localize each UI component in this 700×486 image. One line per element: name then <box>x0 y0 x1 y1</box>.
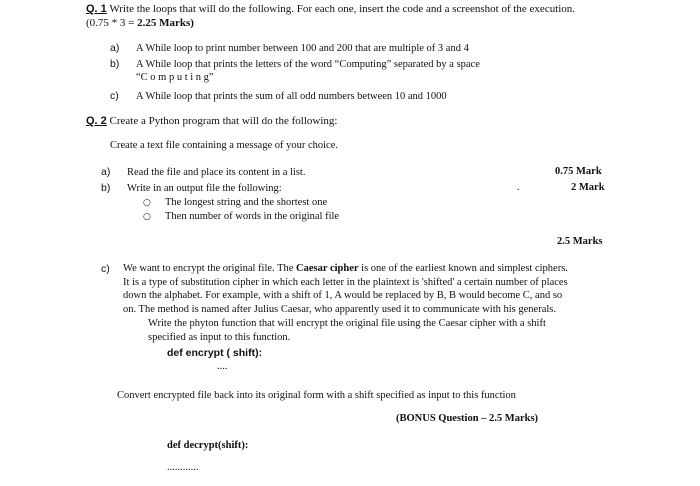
q1-intro: Write the loops that will do the following. For each one, insert the code and a screenshot of the execution. <box>109 3 576 15</box>
bullet-item: ○ The longest string and the shortest one <box>143 197 328 208</box>
q1-item-a: a) A While loop to print number between 100 and 200 that are multiple of 3 and 4 <box>110 42 469 54</box>
q2-item-b-mark: 2 Mark <box>571 182 605 193</box>
convert-instruction: Convert encrypted file back into its original form with a shift specified as input to this function <box>117 390 516 401</box>
q2-item-c-label: c) <box>101 263 110 275</box>
q1-heading <box>86 3 575 15</box>
q2-heading <box>86 115 337 127</box>
q1-item-b: b) A While loop that prints the letters of the word “Computing” separated by a space <box>110 58 480 70</box>
q2-item-c-mark: 2.5 Marks <box>557 236 603 247</box>
def-decrypt: def decrypt(shift): <box>167 440 249 451</box>
q2-item-a: a) Read the file and place its content in a list. <box>101 166 306 178</box>
q2-item-a-mark: 0.75 Mark <box>555 166 602 177</box>
bullet-item: ○ Then number of words in the original file <box>143 211 340 222</box>
q1-item-c: c) A While loop that prints the sum of all odd numbers between 10 and 1000 <box>110 90 447 102</box>
q1-marks: (0.75 * 3 = 2.25 Marks) <box>86 17 194 29</box>
encrypt-placeholder-dots: .... <box>217 361 228 372</box>
q2-item-b: b) Write in an output file the following: <box>101 182 282 194</box>
bonus-label: (BONUS Question – 2.5 Marks) <box>396 413 539 424</box>
q1-label: Q. 1 <box>86 3 107 15</box>
circle-bullet-icon: ○ <box>143 212 151 222</box>
decrypt-placeholder-dots: ............ <box>167 462 199 473</box>
def-encrypt: def encrypt ( shift): <box>167 347 263 359</box>
q2-item-b-dot: . <box>517 182 520 193</box>
q1-item-b-word: “C o m p u t i n g” <box>136 72 214 83</box>
write-function-paragraph: Write the phyton function that will encrypt the original file using the Caesar cipher with a shift specified as input to this function. <box>148 318 546 343</box>
q2-subintro: Create a text file containing a message of your choice. <box>110 140 338 151</box>
circle-bullet-icon: ○ <box>143 198 151 208</box>
q2-label: Q. 2 <box>86 115 107 127</box>
q2-intro: Create a Python program that will do the following: <box>109 115 338 127</box>
caesar-paragraph: We want to encrypt the original file. The Caesar cipher is one of the earliest known and simplest ciphers. It is a type of substitution cipher in which each letter in the plaintext is 'shifted' a certain number of places down the alphabet. For example, with a shift of 1, A would be replaced by B, B would become C, and so on. The method is named after Julius Caesar, who apparently used it to communicate with his generals. <box>123 263 568 315</box>
